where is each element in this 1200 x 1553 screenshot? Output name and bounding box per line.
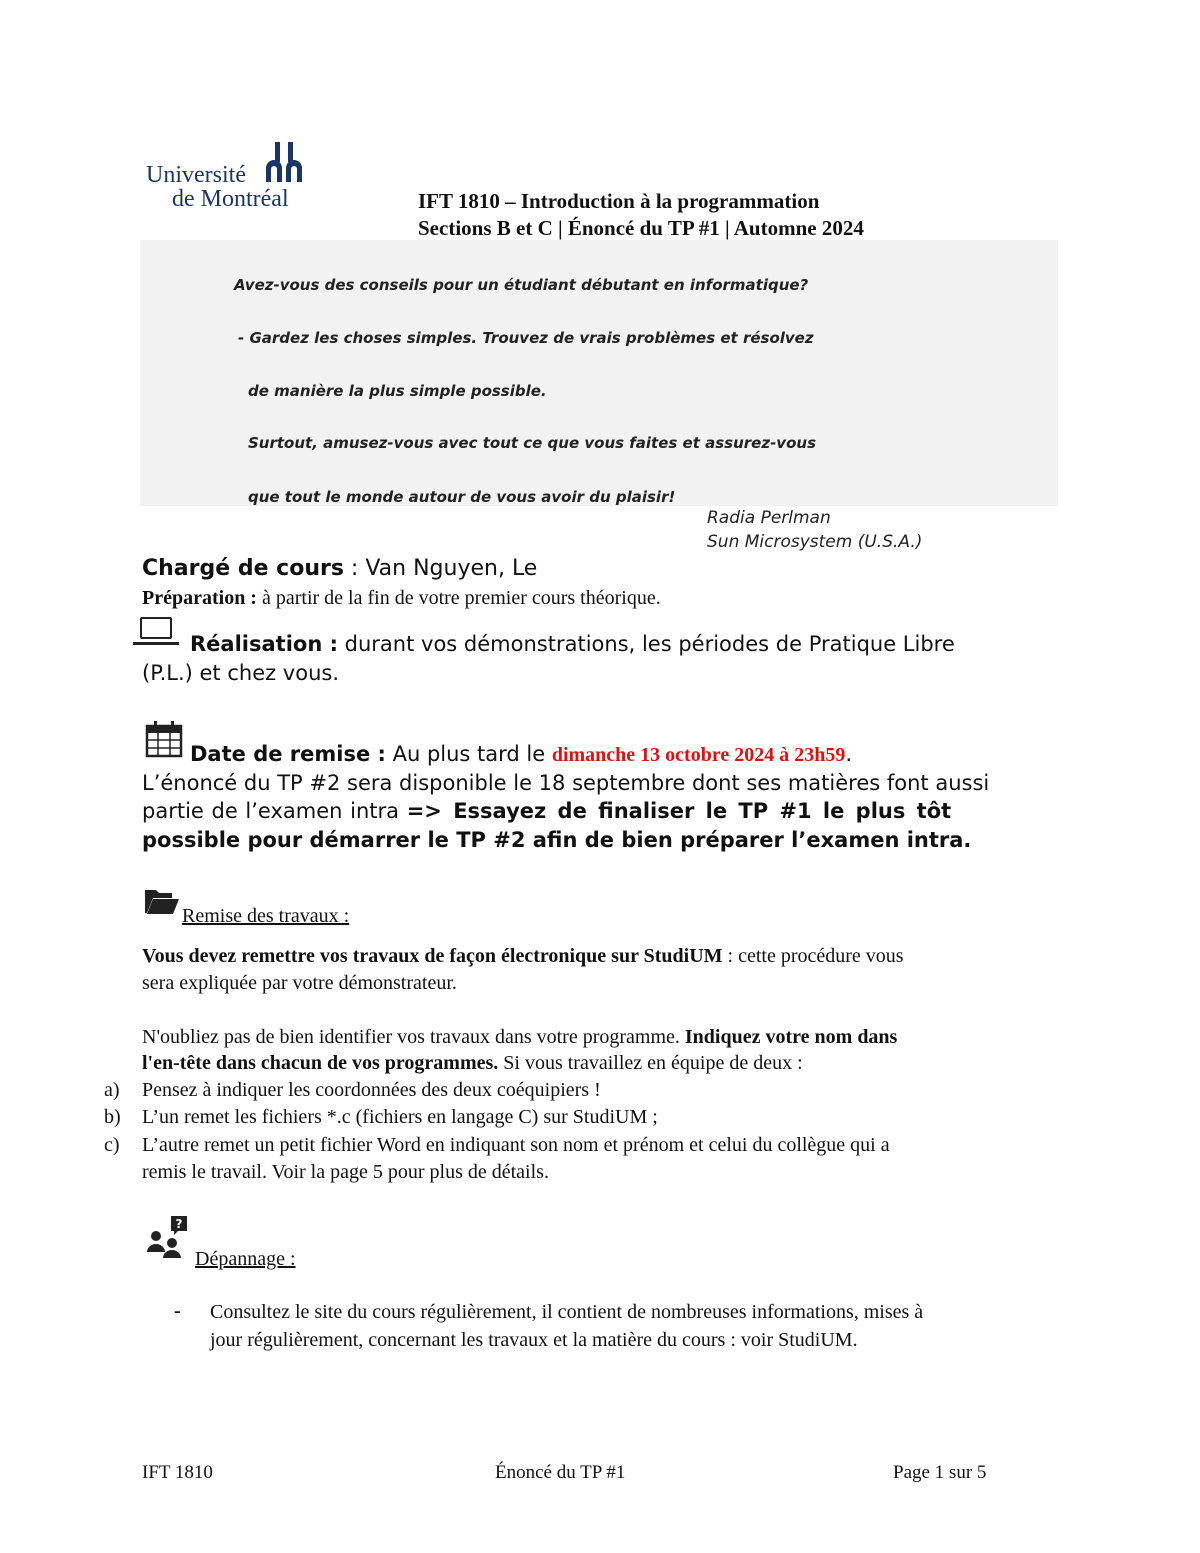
list-item: Pensez à indiquer les coordonnées des deux coéquipiers ! [142,1079,601,1101]
remise-p2 [142,1026,897,1049]
charge-value: Van Nguyen, Le [365,556,538,581]
page-number: Page 1 sur 5 [893,1462,987,1483]
logo-line1: Université [146,162,246,188]
tp2-advice: possible pour démarrer le TP #2 afin de bien préparer l’examen intra. [142,828,972,852]
depannage-line1: Consultez le site du cours régulièrement, il contient de nombreuses informations, mises à [210,1301,924,1323]
tp2-line3-bold: => Essayez de finaliser le TP #1 le plus tôt [406,799,952,823]
depannage-heading: Dépannage : [195,1248,296,1270]
quote-line: - Gardez les choses simples. Trouvez de vrais problèmes et résolvez [238,329,814,347]
due-date: dimanche 13 octobre 2024 à 23h59 [551,744,846,766]
realisation-label: Réalisation : [190,632,338,656]
logo-line2: de Montréal [172,186,289,212]
remise-p1 [142,945,904,968]
quote-line: Surtout, amusez-vous avec tout ce que vous faites et assurez-vous [248,434,816,452]
svg-text:?: ? [175,1217,183,1231]
date-remise-suffix: . [845,742,853,766]
tp2-announcement: L’énoncé du TP #2 sera disponible le 18 septembre dont ses matières font aussi [142,771,990,795]
tp2-line3-plain: partie de l’examen intra [142,799,407,823]
depannage-bullet: - [174,1300,181,1322]
help-people-icon [145,1214,191,1258]
depannage-line2: jour régulièrement, concernant les travaux et la matière du cours : voir StudiUM. [210,1329,858,1351]
footer-center: Énoncé du TP #1 [495,1462,626,1483]
realisation-value: durant vos démonstrations, les périodes de Pratique Libre [337,632,955,656]
quote-author-org: Sun Microsystem (U.S.A.) [707,532,923,552]
remise-p2-bold: Indiquez votre nom dans [684,1026,898,1048]
date-remise-prefix: Au plus tard le [385,742,552,766]
realisation-line2: (P.L.) et chez vous. [142,661,340,685]
preparation [142,587,661,610]
remise-p1-line2: sera expliquée par votre démonstrateur. [142,972,457,994]
list-item-marker: b) [104,1106,121,1128]
course-subtitle: Sections B et C | Énoncé du TP #1 | Automne 2024 [418,216,864,240]
udem-logo-icon [264,142,306,184]
charge-de-cours [142,556,537,581]
remise-p2-plain: N'oubliez pas de bien identifier vos travaux dans votre programme. [142,1026,685,1048]
date-remise [190,742,852,767]
realisation [190,632,955,656]
charge-sep: : [343,556,366,581]
calendar-icon [145,720,183,758]
remise-p1-rest: : cette procédure vous [722,945,904,967]
remise-p2-line2-bold: l'en-tête dans chacun de vos programmes. [142,1052,499,1074]
laptop-icon [131,616,181,648]
list-item: L’un remet les fichiers *.c (fichiers en langage C) sur StudiUM ; [142,1106,658,1128]
charge-label: Chargé de cours [142,556,344,581]
remise-p2-line2-rest: Si vous travaillez en équipe de deux : [498,1052,803,1074]
quote-box [140,240,1058,506]
quote-line: que tout le monde autour de vous avoir du plaisir! [248,488,676,506]
list-item: L’autre remet un petit fichier Word en indiquant son nom et prénom et celui du collègue qui a [142,1134,890,1156]
quote-author: Radia Perlman [707,508,831,528]
list-item-marker: a) [104,1079,120,1101]
universite-de-montreal-logo [146,140,316,210]
tp2-announcement-line3 [142,799,951,823]
course-title: IFT 1810 – Introduction à la programmation [418,189,820,213]
remise-p2-line2 [142,1052,803,1075]
preparation-value: à partir de la fin de votre premier cours théorique. [256,587,661,609]
date-remise-label: Date de remise : [190,742,386,766]
remise-travaux-heading: Remise des travaux : [182,905,350,927]
quote-line: Avez-vous des conseils pour un étudiant débutant en informatique? [234,276,809,294]
list-item-marker: c) [104,1134,120,1156]
remise-p1-bold: Vous devez remettre vos travaux de façon électronique sur StudiUM [142,945,723,967]
preparation-label: Préparation : [142,587,257,609]
footer-left: IFT 1810 [142,1462,213,1483]
list-item-continued: remis le travail. Voir la page 5 pour plus de détails. [142,1161,549,1183]
folder-icon [144,886,180,916]
quote-line: de manière la plus simple possible. [248,382,547,400]
